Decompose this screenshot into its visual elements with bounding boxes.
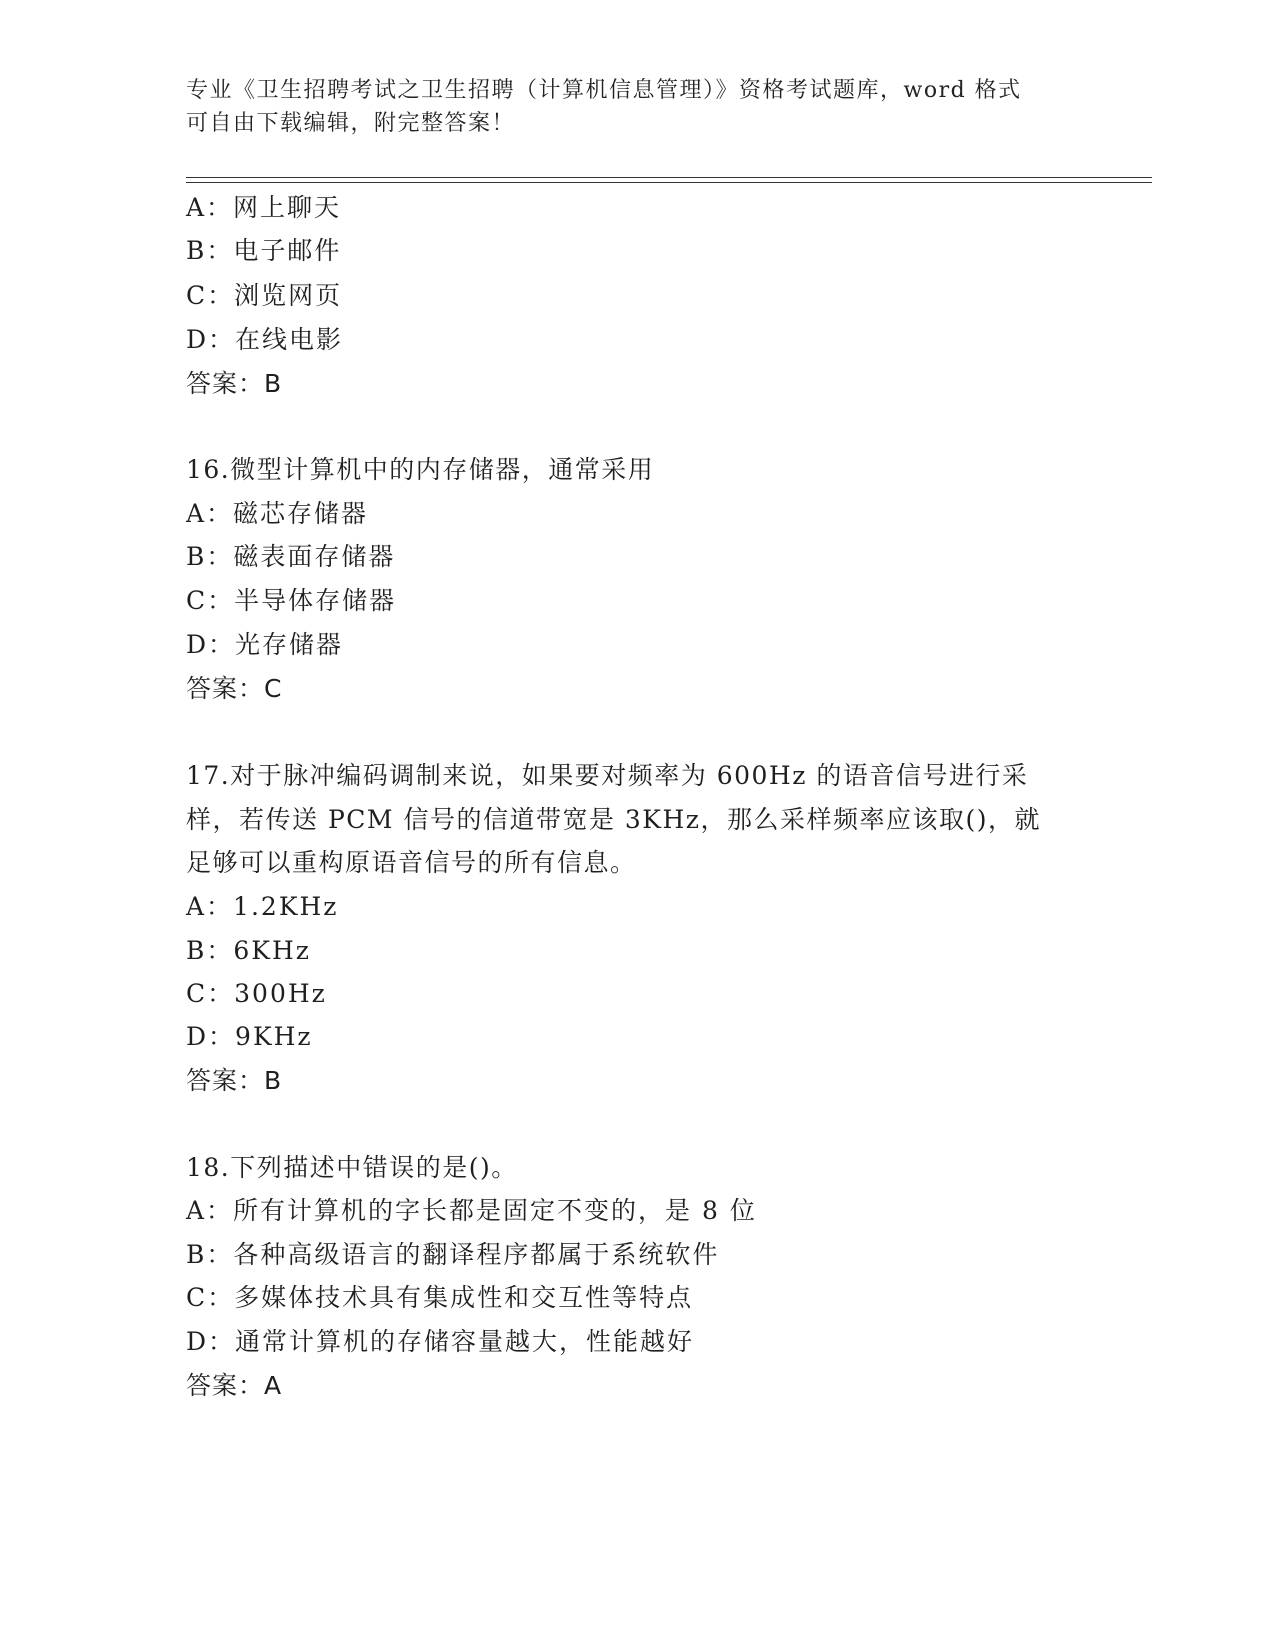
- q16-option-b: B：磁表面存储器: [186, 542, 396, 571]
- q17-answer: 答案：B: [186, 1066, 283, 1095]
- q15-answer: 答案：B: [186, 369, 283, 398]
- header-divider-top: [186, 177, 1152, 178]
- q16-answer: 答案：C: [186, 674, 283, 703]
- q17-option-c: C：300Hz: [186, 979, 327, 1008]
- q17-stem-line-1: 17.对于脉冲编码调制来说，如果要对频率为 600Hz 的语音信号进行采: [186, 761, 1029, 790]
- header-divider-bottom: [186, 182, 1152, 183]
- q15-option-d: D：在线电影: [186, 325, 344, 354]
- q16-stem: 16.微型计算机中的内存储器，通常采用: [186, 455, 655, 484]
- q16-option-d: D：光存储器: [186, 630, 344, 659]
- q17-stem-line-2: 样，若传送 PCM 信号的信道带宽是 3KHz，那么采样频率应该取()，就: [186, 805, 1041, 834]
- q15-option-c: C：浏览网页: [186, 281, 343, 310]
- q15-option-b: B：电子邮件: [186, 236, 342, 265]
- q15-option-a: A：网上聊天: [186, 193, 342, 222]
- q17-option-a: A：1.2KHz: [186, 892, 339, 921]
- q18-option-c: C：多媒体技术具有集成性和交互性等特点: [186, 1283, 694, 1312]
- q17-stem-line-3: 足够可以重构原语音信号的所有信息。: [186, 848, 637, 877]
- q18-option-d: D：通常计算机的存储容量越大，性能越好: [186, 1327, 695, 1356]
- q16-option-a: A：磁芯存储器: [186, 499, 369, 528]
- q17-option-d: D：9KHz: [186, 1022, 313, 1051]
- q18-answer: 答案：A: [186, 1371, 283, 1400]
- header-line-1: 专业《卫生招聘考试之卫生招聘（计算机信息管理）》资格考试题库，word 格式: [186, 78, 1022, 103]
- q18-stem: 18.下列描述中错误的是()。: [186, 1153, 518, 1182]
- q16-option-c: C：半导体存储器: [186, 586, 397, 615]
- document-header: [186, 74, 1066, 140]
- q18-option-a: A：所有计算机的字长都是固定不变的，是 8 位: [186, 1196, 757, 1225]
- header-line-2: 可自由下载编辑，附完整答案！: [186, 111, 516, 136]
- q17-option-b: B：6KHz: [186, 936, 311, 965]
- q18-option-b: B：各种高级语言的翻译程序都属于系统软件: [186, 1240, 720, 1269]
